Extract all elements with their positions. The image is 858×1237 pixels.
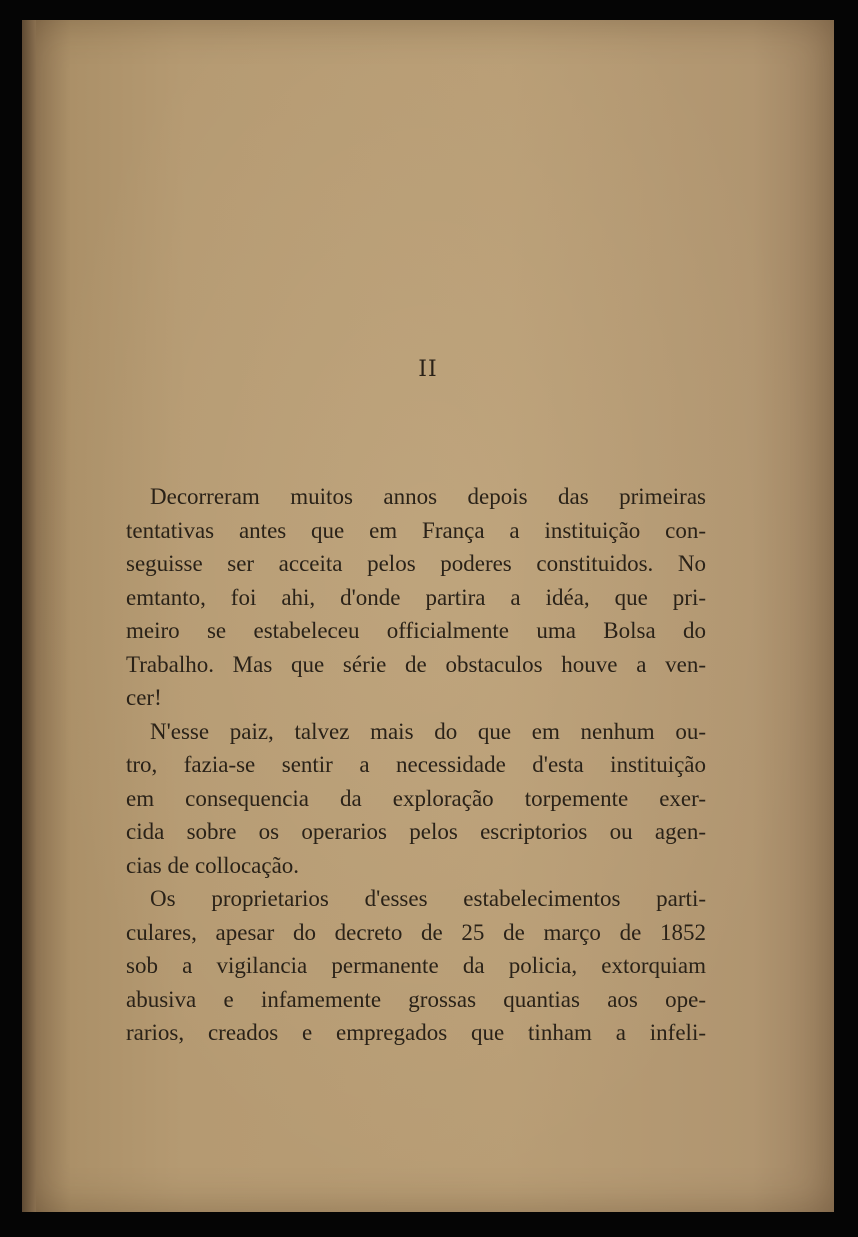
body-text — [126, 480, 706, 1050]
text-line: N'esse paiz, talvez mais do que em nenhum ou- — [150, 718, 706, 744]
text-line: Os proprietarios d'esses estabelecimentos parti- — [150, 886, 706, 911]
paragraph-2 — [126, 715, 706, 883]
paragraph-1 — [126, 480, 706, 715]
text-line: Decorreram muitos annos depois das primeiras — [150, 484, 706, 509]
text-line: Trabalho. Mas que série de obstaculos houve a ven- — [126, 651, 706, 677]
text-line: tentativas antes que em França a instituição con- — [126, 517, 706, 543]
text-line: emtanto, foi ahi, d'onde partira a idéa, que pri- — [126, 584, 706, 610]
text-line: tro, fazia-se sentir a necessidade d'esta instituição — [126, 752, 706, 777]
text-line: cer! — [126, 685, 162, 710]
text-line: meiro se estabeleceu officialmente uma Bolsa do — [126, 618, 706, 643]
text-line: cias de collocação. — [126, 852, 300, 878]
page-spine — [22, 20, 36, 1212]
book-page — [22, 20, 834, 1212]
chapter-heading: II — [418, 357, 438, 382]
text-line: abusiva e infamemente grossas quantias aos ope- — [126, 986, 706, 1012]
paragraph-3 — [126, 882, 706, 1050]
text-line: cida sobre os operarios pelos escriptorios ou agen- — [126, 819, 706, 844]
text-line: sob a vigilancia permanente da policia, extorquiam — [126, 953, 706, 978]
text-line: seguisse ser acceita pelos poderes constituidos. No — [126, 551, 706, 576]
text-line: em consequencia da exploração torpemente exer- — [126, 785, 706, 811]
text-line: rarios, creados e empregados que tinham a infeli- — [126, 1020, 706, 1045]
text-line: culares, apesar do decreto de 25 de março de 1852 — [126, 919, 706, 945]
